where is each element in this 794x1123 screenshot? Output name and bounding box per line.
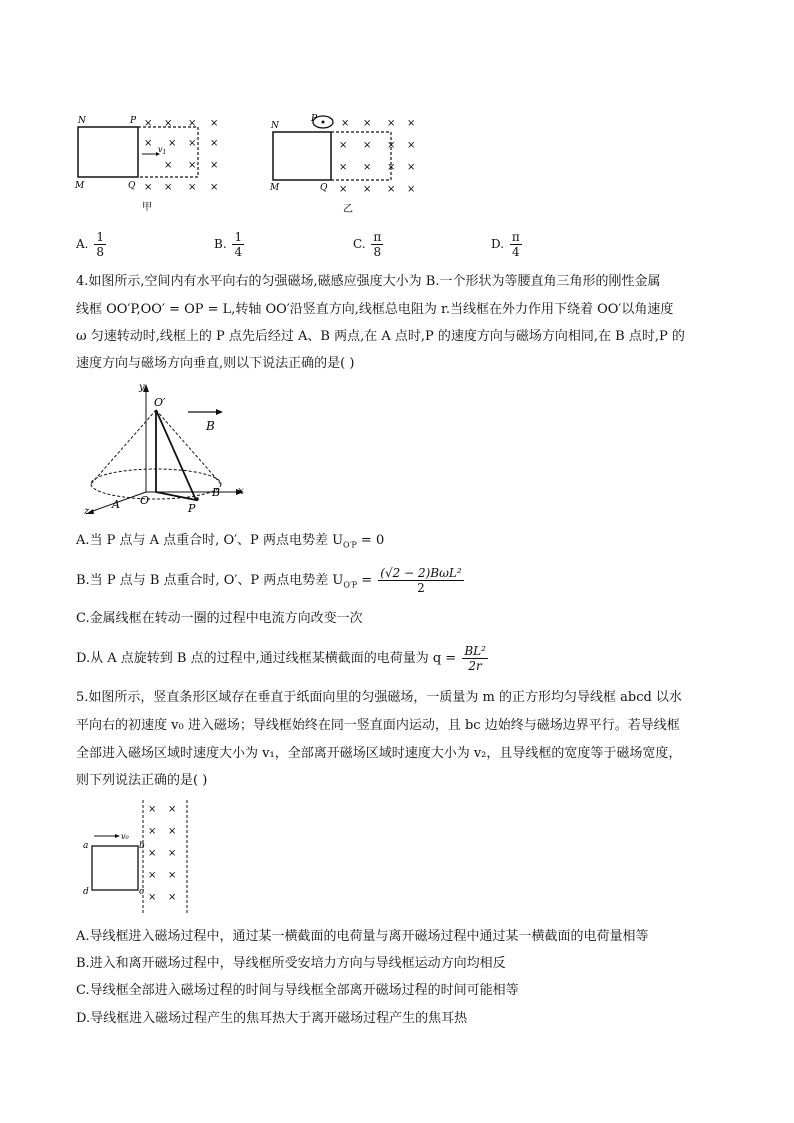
label-O-prime: O′ xyxy=(154,396,166,409)
q5-stem-line1: 5.如图所示，竖直条形区域存在垂直于纸面向里的匀强磁场，一质量为 m 的正方形均匀导线框 abcd 以水 xyxy=(76,690,682,705)
q5-stem-line4: 则下列说法正确的是( ) xyxy=(76,773,208,788)
magnetic-field-crosses xyxy=(339,118,415,195)
svg-text:×: × xyxy=(210,118,219,129)
q4-stem-line2: 线框 OO′P,OO′ = OP = L,转轴 OO′沿竖直方向,线框总电阻为 r.当线框在外力作用下绕着 OO′以角速度 xyxy=(76,302,674,317)
svg-text:×: × xyxy=(363,162,372,173)
label-a: a xyxy=(83,841,89,851)
svg-text:×: × xyxy=(188,160,197,171)
subscript: O′P xyxy=(343,540,357,550)
label-P: P xyxy=(130,116,137,126)
svg-text:×: × xyxy=(407,118,416,129)
svg-text:×: × xyxy=(387,162,396,173)
label-Q: Q xyxy=(128,181,136,191)
denominator: 4 xyxy=(511,245,520,259)
q5-option-b[interactable]: B.进入和离开磁场过程中，导线框所受安培力方向与导线框运动方向均相反 xyxy=(76,956,506,971)
svg-text:×: × xyxy=(164,160,173,171)
svg-text:×: × xyxy=(148,870,157,881)
svg-text:×: × xyxy=(407,140,416,151)
svg-text:×: × xyxy=(164,118,173,129)
q4-figure xyxy=(76,380,256,520)
svg-text:×: × xyxy=(363,118,372,129)
svg-text:×: × xyxy=(168,138,177,149)
q5-figure xyxy=(80,798,200,918)
equals: = xyxy=(357,573,377,588)
svg-text:×: × xyxy=(210,138,219,149)
svg-text:×: × xyxy=(387,140,396,151)
label-c: c xyxy=(139,887,145,897)
denominator: 4 xyxy=(234,245,243,259)
svg-text:×: × xyxy=(144,182,153,193)
axis-z-label: z xyxy=(84,506,90,517)
svg-text:×: × xyxy=(363,184,372,195)
axis-y-label: y xyxy=(139,382,145,393)
svg-text:×: × xyxy=(168,848,177,859)
label-B-point: B xyxy=(212,486,221,499)
fraction xyxy=(378,566,463,595)
label-d: d xyxy=(83,887,89,897)
figure-yi xyxy=(265,112,435,217)
fraction xyxy=(232,230,244,259)
q5-option-a[interactable]: A.导线框进入磁场过程中，通过某一横截面的电荷量与离开磁场过程中通过某一横截面的电荷量相等 xyxy=(76,929,649,944)
svg-text:×: × xyxy=(339,184,348,195)
option-label: B. xyxy=(214,237,227,251)
option-text: D.从 A 点旋转到 B 点的过程中,通过线框某横截面的电荷量为 q = xyxy=(76,651,461,666)
denominator: 8 xyxy=(373,245,382,259)
svg-text:×: × xyxy=(407,184,416,195)
svg-text:×: × xyxy=(407,162,416,173)
q3-option-a[interactable] xyxy=(76,230,106,259)
q5-option-c[interactable]: C.导线框全部进入磁场过程的时间与导线框全部离开磁场过程的时间可能相等 xyxy=(76,983,519,998)
svg-text:×: × xyxy=(339,140,348,151)
denominator: 8 xyxy=(96,245,104,259)
denominator: 2 xyxy=(417,581,425,595)
fraction xyxy=(94,230,106,259)
numerator: (√2 − 2)BωL² xyxy=(380,566,462,580)
q3-option-b[interactable] xyxy=(214,230,244,259)
label-P: P xyxy=(311,114,318,124)
svg-text:×: × xyxy=(387,118,396,129)
svg-text:×: × xyxy=(210,182,219,193)
q4-option-d[interactable] xyxy=(76,644,488,673)
label-M: M xyxy=(270,183,280,193)
svg-text:×: × xyxy=(363,140,372,151)
q5-stem-line2: 平向右的初速度 v₀ 进入磁场；导线框始终在同一竖直面内运动，且 bc 边始终与磁场边界平行。若导线框 xyxy=(76,718,680,733)
triangle-frame xyxy=(156,410,196,500)
svg-text:×: × xyxy=(188,118,197,129)
magnetic-field-crosses xyxy=(144,118,218,193)
q4-stem-line4: 速度方向与磁场方向垂直,则以下说法正确的是( ) xyxy=(76,356,355,371)
denominator: 2r xyxy=(468,659,482,673)
label-M: M xyxy=(75,181,85,191)
label-N: N xyxy=(78,116,86,126)
caption-jia: 甲 xyxy=(142,202,152,213)
q4-option-a[interactable] xyxy=(76,533,384,554)
q3-option-c[interactable] xyxy=(353,230,383,259)
option-text: B.当 P 点与 B 点重合时, O′、P 两点电势差 U xyxy=(76,573,344,588)
label-P: P xyxy=(188,502,196,515)
svg-text:×: × xyxy=(168,804,177,815)
svg-text:×: × xyxy=(148,804,157,815)
q4-stem-line1: 4.如图所示,空间内有水平向右的匀强磁场,磁感应强度大小为 B.一个形状为等腰直角三角形的刚性金属 xyxy=(76,274,661,289)
numerator: BL² xyxy=(464,644,486,658)
svg-text:×: × xyxy=(188,182,197,193)
label-N: N xyxy=(271,121,279,131)
option-text: A.当 P 点与 A 点重合时, O′、P 两点电势差 U xyxy=(76,533,344,548)
option-label: A. xyxy=(76,237,89,251)
numerator: 1 xyxy=(96,230,104,244)
label-b: b xyxy=(139,841,145,851)
q4-stem-line3: ω 匀速转动时,线框上的 P 点先后经过 A、B 两点,在 A 点时,P 的速度方向与磁场方向相同,在 B 点时,P 的 xyxy=(76,329,685,344)
square-frame xyxy=(92,846,138,890)
label-B-field: B xyxy=(206,419,215,433)
figure-jia xyxy=(70,112,240,217)
fraction xyxy=(462,644,488,673)
svg-text:×: × xyxy=(144,138,153,149)
q5-stem-line3: 全部进入磁场区域时速度大小为 v₁，全部离开磁场区域时速度大小为 v₂，且导线框的宽度等于磁场宽度， xyxy=(76,746,682,761)
caption-yi: 乙 xyxy=(343,204,353,215)
svg-text:×: × xyxy=(168,892,177,903)
magnetic-field-crosses xyxy=(148,804,176,903)
svg-text:×: × xyxy=(164,182,173,193)
axis-x-label: x xyxy=(238,486,244,497)
fraction xyxy=(510,230,522,259)
svg-text:×: × xyxy=(148,848,157,859)
svg-text:×: × xyxy=(148,892,157,903)
fraction xyxy=(371,230,383,259)
q3-option-d[interactable] xyxy=(491,230,522,259)
numerator: π xyxy=(511,230,520,244)
option-label: C. xyxy=(353,237,366,251)
option-label: D. xyxy=(491,237,505,251)
svg-text:×: × xyxy=(168,870,177,881)
numerator: 1 xyxy=(234,230,243,244)
label-v1: $v_1$ xyxy=(158,145,167,156)
q4-option-b[interactable] xyxy=(76,566,464,595)
subscript: O′P xyxy=(343,580,358,590)
svg-text:×: × xyxy=(188,138,197,149)
svg-text:×: × xyxy=(210,160,219,171)
label-v0: v₀ xyxy=(121,832,129,841)
svg-text:×: × xyxy=(144,118,153,129)
label-Q: Q xyxy=(320,183,328,193)
label-O: O xyxy=(140,494,150,507)
svg-text:×: × xyxy=(168,826,177,837)
svg-text:×: × xyxy=(387,184,396,195)
label-A: A xyxy=(112,498,120,511)
q5-option-d[interactable]: D.导线框进入磁场过程产生的焦耳热大于离开磁场过程产生的焦耳热 xyxy=(76,1011,468,1026)
svg-text:×: × xyxy=(148,826,157,837)
option-tail: = 0 xyxy=(356,533,385,548)
numerator: π xyxy=(373,230,382,244)
svg-text:×: × xyxy=(341,118,350,129)
svg-text:×: × xyxy=(339,162,348,173)
q4-option-c[interactable]: C.金属线框在转动一圈的过程中电流方向改变一次 xyxy=(76,611,363,626)
